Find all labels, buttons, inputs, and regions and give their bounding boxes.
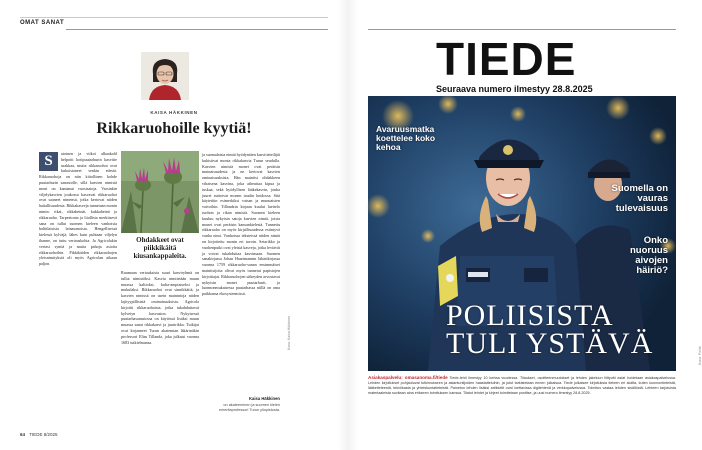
top-rule [368,29,676,30]
cover-caption [368,375,676,396]
cover-photo-credit: Kuva: Poliisi [698,345,702,365]
author-signature-bio: on akateeminen ja suomen kielen emeritaprofessori Turun yliopistosta. [219,403,280,412]
pull-quote: Ohdakkeet ovat piikkikäitä kiusankappaleita. [133,236,187,261]
photo-credit: Kuva: Kaisa Häkkinen [287,315,291,350]
author-portrait-image [141,52,189,100]
left-page [0,0,348,450]
author-signature-name: Kaisa Häkkinen [249,396,280,401]
next-issue-date: Seuraava numero ilmestyy 28.8.2025 [436,84,593,94]
section-label: OMAT SANAT [20,20,65,26]
article-column-3: ja suomalaisia nimiä hyödyntäen kasvitieteilijät kukistivat monta rikkakasvia Turun seudulla. Kasvien nimistä monet ovat peräisin muinaisuudesta ja ne kertovat kasvien ominaisuuksista. Hän mainitsi ohdakkeen vihaisena kasvina, joka aiheuttaa kipua ja tuskaa, sekä hyödyllisen lääkekasvin, jonka juuret auttoivat monen taudin hoidossa. Sitä käytettiin esimerkiksi vatsan ja munuaisten vaivoihin. Tillandzin kirjaan kuului luettelo ruohon ja rikan nimistä. Suomen kieleen kuuluu nykyisin satoja kasvien nimiä, joista monet ovat peräisin kansankielestä. Tunnettu rikkaruoho on myös kirjallisuudessa esiintyvä vanha nimi. Vanhoissa teksteissä niiden nimiä on kirjoitettu monin eri tavoin. Setarikko ja vuohenputki ovat yleisiä kasveja, jotka leviävät ja voivat tukahduttaa kasvimaan. Suomen sanakirjassa Johan Haartmannin läkärikirjassa vuonna 1759 rikkaruoho-sanan ensimmäiset mainitsijoita olivat myös tunnetut papistojen kirjoittajat. Rikkaruohojen sitkeyden arvostavat nykyisin monet puutarhurit, ja luonnonmukaisessa puutarhassa niillä on oma paikkansa ekosysteemissä. [202,152,280,297]
spine-shadow [338,0,358,450]
article-column-2: Ruumaan vertauksista suuri kasviryhmä on tullut nimistöksi. Kasvia nimitetään muun muassa kaltioksi, kulta-ampiaiseksi ja mukulaksi. Rikkaruohot ovat sinnikkäitä, ja kasvien nimissä on usein mainintoja niiden lajityypillisistä ominaisuuksista. Agricola kirjoitti rikkaruohoista, jotka tukahduttavat kylvetyn kasvuston. Nykyisessä puutarhasanastossa on käytössä lisäksi muun muassa sanat rikkakasvi ja juuririkka. Tutkijat ovat kirjanneet Turun akatemian läkärinäkin professori Elias Tillandz, joka julkaisi vuonna 1683 tutkielmansa. [121,270,199,345]
magazine-logo: TIEDE [436,33,577,85]
thistle-photo [121,151,199,233]
author-byline: KAISA HÄKKINEN [150,110,198,115]
cover-tease-future: Suomella on vauras tulevaisuus [611,183,668,214]
cover-headline: POLIISISTA TULI YSTÄVÄ [446,299,654,360]
article-headline: Rikkaruohoille kyytiä! [96,120,252,137]
article-column-1 [39,151,117,431]
section-rule [66,29,328,30]
caption-text: Tiede-lehti ilmestyy 10 kertaa vuodessa. Tilaukset, osoitteenmuutokset ja lehden jakeluun liittyvät asiat hoidetaan asiakaspalvelussa. Lehden kirjoitukset pohjautuvat tutkimukseen ja asiantuntijoiden haastatteluihin, ja jutut tarkistetaan ennen julkaisua. Tiede julkaisee kirjoituksia tieteen eri aloilta, kuten luonnontieteistä, lääketieteestä, tekniikasta ja yhteiskuntatieteistä. Painetun lehden lisäksi artikkelit ovat luettavissa digilehtenä ja verkkopalvelussa. Toimitus vastaa lehden sisällöstä. Lehteen tarjotuista materiaaleista sovitaan aina erikseen toimituksen kanssa. Tilatut lehdet ja kirjeet toimitetaan postitse, ja uusi numero ilmestyy 28.8.2025. [368,376,676,395]
caption-lead: Asiakaspalvelu: omasanoma.fi/tiede [368,375,448,380]
right-page [348,0,702,450]
cover-tease-youth: Onko nuoruus aivojen häiriö? [630,235,668,276]
column-1-text: atoinen ja viikoi alkaakohl helpotti kotipuutarhurin kasvitie urakkaa, mutta rikkaruohot ovat kukoistaneet senkin edestä. Rikkaruohoja on niin kiitollinen kohde puutarhurin sanastolle, sillä kasvien nimistä moni on kantanut vuosisatoja. Varsinkin viljelykasvien joukossa kasvavat rikkaruohot ovat saaneet nimensä, jotka kertovat niiden haitallisuudesta. Rikkakasveja tunnetaan monin nimin: rikat, rikkaheinät, kukkaheinä ja rikkaruoho. Tarpeetonta ja liiallista merkitsevä sana on tullut suomen kieleen vanhoista balttilaisista lainasanoista. Hengellisessä kielessä kylväjä, lähes kuin puhtaan viljelyn ihanne, on tuttu vertauskohta. Ja Agricolakin vertasi syntiä ja muita pahoja asioita rikkaruohoihin. Pikkikäiden rikkaruohojen yleisnimityksiä oli myös Agricolan aikaan paljon. [39,151,117,267]
cover-photo [368,96,676,371]
section-top-rule [20,17,328,18]
drop-cap: S [39,152,58,171]
author-portrait [141,52,189,100]
page-folio [20,432,57,437]
cover-tease-space: Avaruusmatka koettelee koko kehoa [376,124,436,152]
page-number: 64 [20,432,26,437]
thistle-image [121,151,199,233]
folio-title: TIEDE 8/2025 [29,432,58,437]
